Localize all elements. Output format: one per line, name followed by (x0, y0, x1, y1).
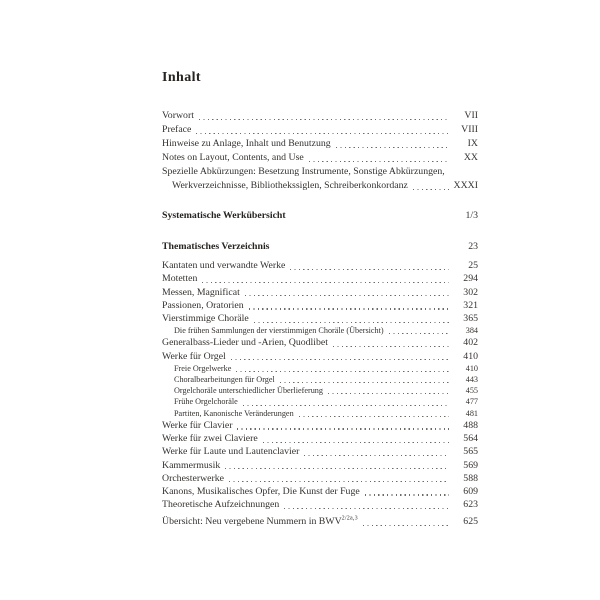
dot-leader (299, 416, 449, 417)
toc-row (162, 109, 478, 123)
dot-leader (229, 481, 449, 482)
section-label: Thematisches Verzeichnis (162, 241, 270, 253)
toc-front-matter (162, 109, 478, 192)
toc-row (162, 312, 478, 325)
toc-row (162, 445, 478, 458)
toc-row (162, 299, 478, 312)
toc-section-thematic-catalog (162, 240, 478, 254)
page-title: Inhalt (162, 70, 201, 85)
toc-row (162, 272, 478, 285)
toc-row (162, 374, 478, 385)
toc-entry-text: Frühe Orgelchoräle (174, 397, 238, 407)
dot-leader (249, 308, 449, 309)
toc-entry-text: Generalbass-Lieder und -Arien, Quodlibet (162, 337, 328, 349)
toc-entry-text: Übersicht: Neu vergebene Nummern in BWV (162, 516, 342, 528)
toc-entry-superscript: 2/2a,3 (341, 516, 358, 523)
toc-row (162, 485, 478, 498)
toc-entry-text: Partiten, Kanonische Veränderungen (174, 408, 294, 418)
toc-page-number: 455 (465, 386, 478, 396)
toc-entry-text: Kantaten und verwandte Werke (162, 260, 286, 272)
dot-leader (243, 405, 449, 406)
toc-entry-label: Vorwort (162, 110, 194, 121)
section-label: Systematische Werkübersicht (162, 210, 286, 222)
toc-row (162, 286, 478, 299)
dot-leader (254, 322, 449, 323)
toc-row (162, 137, 478, 151)
toc-entry-label (162, 336, 328, 349)
toc-page-number: VII (464, 110, 478, 121)
toc-page-number: 302 (463, 286, 478, 298)
toc-page-number: 443 (465, 375, 478, 385)
toc-page-number: 625 (463, 516, 478, 528)
toc-page-number: 565 (463, 446, 478, 458)
toc-entry-text: Orgelchoräle unterschiedlicher Überlieferung (174, 386, 323, 396)
toc-row (162, 123, 478, 137)
toc-page-number: 481 (465, 408, 478, 418)
dot-leader (304, 455, 449, 456)
toc-page-number: 488 (463, 419, 478, 431)
toc-row (162, 408, 478, 419)
toc-entry-label (162, 286, 240, 299)
toc-page-number: VIII (461, 123, 478, 135)
toc-entry-text: Werke für zwei Claviere (162, 433, 258, 445)
dot-leader (363, 525, 449, 526)
toc-page-number: 23 (468, 241, 478, 253)
toc-entry-label (162, 272, 197, 285)
dot-leader (199, 119, 449, 120)
toc-page-number: 588 (463, 472, 478, 484)
toc-entry-label (162, 419, 232, 432)
toc-entry-label (174, 408, 294, 419)
toc-row (162, 151, 478, 165)
toc-entry-text: Die frühen Sammlungen der vierstimmigen Choräle (Übersicht) (174, 326, 384, 336)
toc-page-number: IX (467, 137, 478, 149)
dot-leader (231, 359, 449, 360)
toc-page-number: 609 (463, 485, 478, 497)
toc-row (162, 459, 478, 472)
toc-entry-text: Motetten (162, 273, 198, 285)
toc-row (162, 336, 478, 349)
dot-leader (336, 147, 449, 148)
toc-entry-label (162, 432, 258, 445)
toc-page-number: 402 (463, 337, 478, 349)
toc-entry-label (162, 445, 299, 458)
dot-leader (236, 371, 449, 372)
toc-page-number: 410 (465, 363, 478, 373)
toc-entry-label: Preface (162, 123, 192, 135)
toc-row (162, 419, 478, 432)
toc-page-number: 1/3 (465, 210, 478, 222)
toc-row (162, 363, 478, 374)
toc-page-number: 321 (463, 299, 478, 311)
toc-entry-text: Werke für Orgel (162, 350, 226, 362)
toc-entry-label: Notes on Layout, Contents, and Use (162, 151, 304, 163)
toc-entry-label (174, 363, 231, 374)
toc-row (162, 396, 478, 407)
toc-entries (162, 259, 478, 528)
toc-row (162, 472, 478, 485)
toc-row (162, 350, 478, 363)
toc-row (162, 385, 478, 396)
dot-leader (237, 428, 449, 429)
toc-row (162, 165, 478, 179)
toc-row (162, 515, 478, 528)
toc-row (162, 179, 478, 193)
dot-leader (389, 333, 449, 334)
toc-page-number: 365 (463, 313, 478, 325)
toc-entry-label (162, 299, 244, 312)
dot-leader (202, 282, 449, 283)
toc-page-number: 477 (465, 397, 478, 407)
dot-leader (225, 468, 449, 469)
dot-leader (280, 382, 449, 383)
toc-entry-label (162, 350, 226, 363)
toc-entry-text: Orchesterwerke (162, 472, 225, 484)
toc-row (162, 432, 478, 445)
dot-leader (284, 508, 449, 509)
toc-entry-label: Spezielle Abkürzungen: Besetzung Instrumente, Sonstige Abkürzungen, (162, 165, 445, 177)
toc-page-number: 25 (468, 260, 478, 272)
toc-entry-text: Werke für Laute und Lautenclavier (162, 446, 300, 458)
toc-entry-label (174, 325, 384, 336)
toc-row (162, 325, 478, 336)
toc-entry-text: Kanons, Musikalisches Opfer, Die Kunst der Fuge (162, 485, 360, 497)
dot-leader (309, 161, 449, 162)
dot-leader (290, 269, 449, 270)
toc-entry-text: Messen, Magnificat (162, 286, 240, 298)
toc-entry-text: Choralbearbeitungen für Orgel (174, 375, 275, 385)
toc-row (162, 498, 478, 511)
toc-entry-label (162, 259, 285, 272)
toc-entry-label: Hinweise zu Anlage, Inhalt und Benutzung (162, 137, 331, 149)
dot-leader (275, 251, 450, 252)
toc-entry-text: Passionen, Oratorien (162, 299, 244, 311)
toc-page-number: 564 (463, 433, 478, 445)
dot-leader (450, 175, 473, 176)
toc-entry-label (162, 472, 224, 485)
toc-section-systematic-overview (162, 209, 478, 223)
toc-row (162, 259, 478, 272)
toc-entry-label: Werkverzeichnisse, Bibliothekssiglen, Schreiberkonkordanz (172, 179, 408, 191)
toc-page-number: 410 (463, 350, 478, 362)
toc-entry-label (162, 498, 279, 511)
dot-leader (245, 295, 449, 296)
toc-page-number: XXXI (453, 179, 478, 191)
toc-entry-label (174, 385, 323, 396)
toc-page-number: 623 (463, 499, 478, 511)
dot-leader (413, 189, 449, 190)
toc-page-number: 569 (463, 459, 478, 471)
toc-entry-text: Freie Orgelwerke (174, 363, 232, 373)
toc-entry-label (162, 515, 358, 528)
toc-entry-text: Kammermusik (162, 459, 221, 471)
toc-content (162, 70, 478, 529)
toc-entry-label (162, 459, 220, 472)
toc-entry-label (162, 312, 249, 325)
dot-leader (365, 494, 449, 495)
toc-entry-label (174, 374, 275, 385)
dot-leader (196, 133, 449, 134)
toc-entry-text: Werke für Clavier (162, 419, 233, 431)
dot-leader (328, 393, 449, 394)
dot-leader (263, 442, 449, 443)
toc-entry-text: Vierstimmige Choräle (162, 313, 249, 325)
toc-entry-label (162, 485, 360, 498)
toc-entry-text: Theoretische Aufzeichnungen (162, 499, 280, 511)
dot-leader (291, 220, 449, 221)
dot-leader (333, 346, 449, 347)
toc-page-number: XX (463, 151, 478, 163)
toc-page-number: 294 (463, 273, 478, 285)
toc-entry-label (174, 396, 238, 407)
toc-page-number: 384 (465, 326, 478, 336)
